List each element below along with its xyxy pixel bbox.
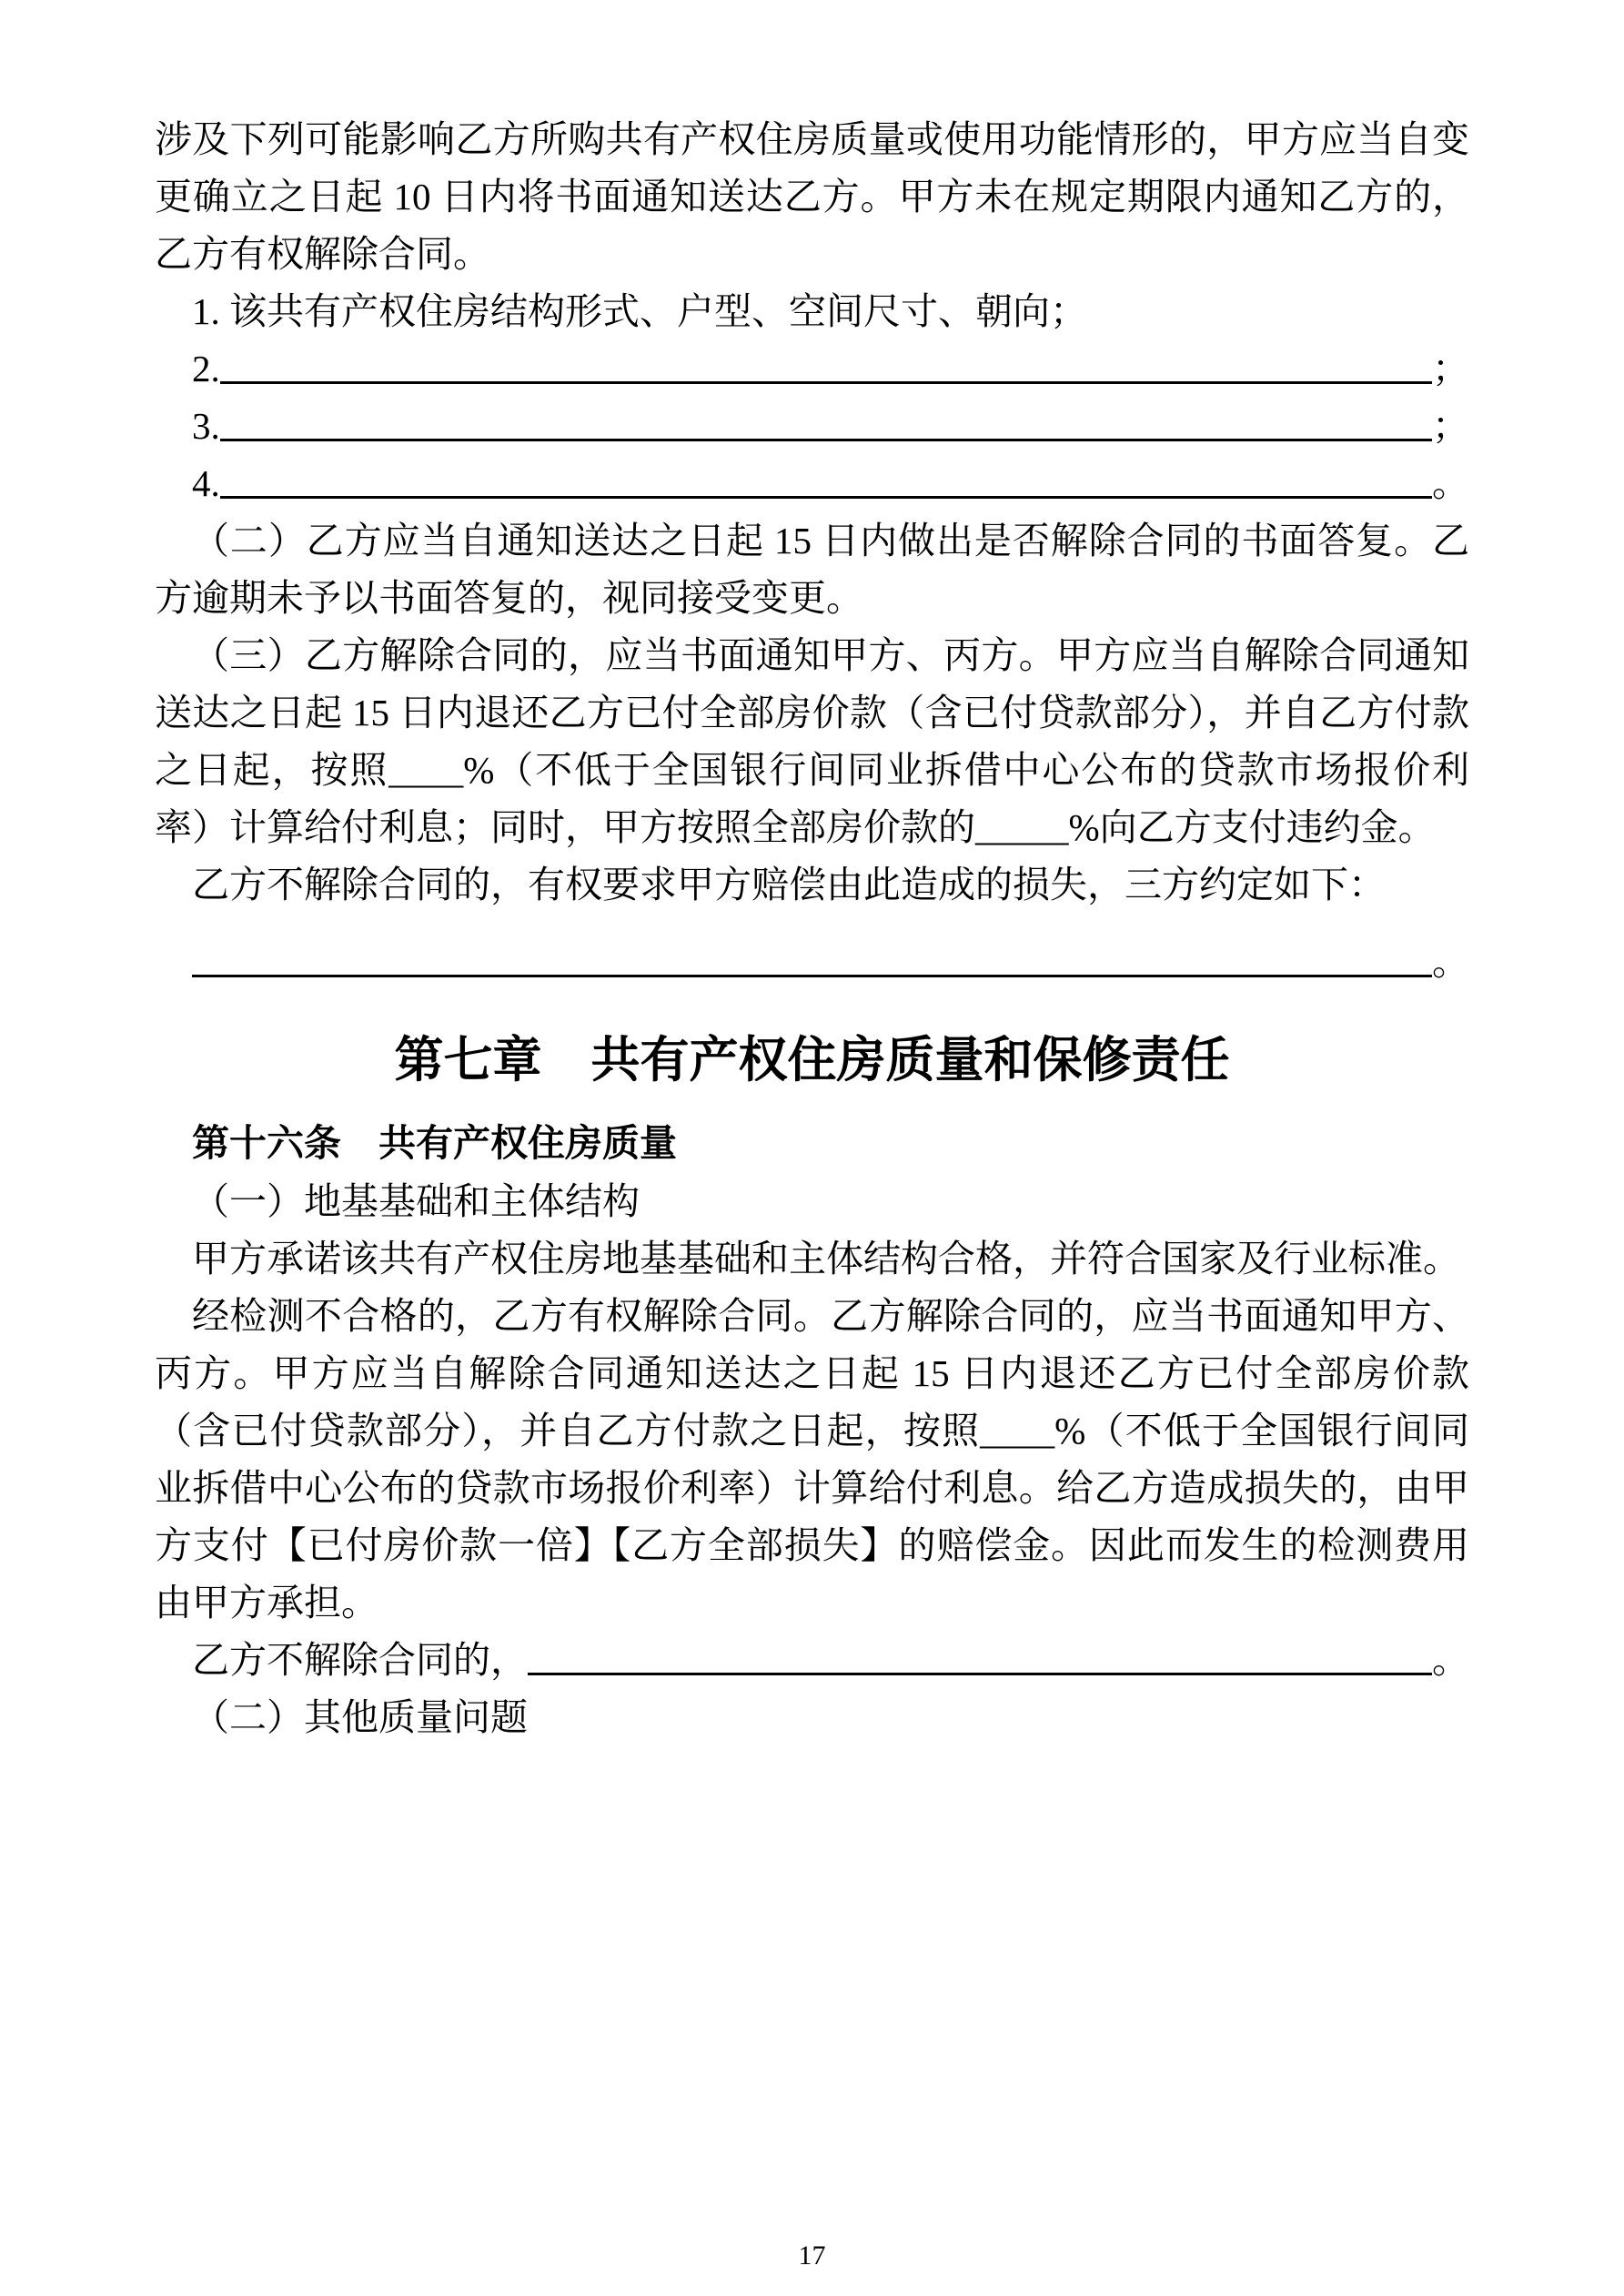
blank-line bbox=[192, 975, 1432, 977]
text-segment: 乙方不解除合同的， bbox=[192, 1639, 528, 1681]
item-punctuation: 。 bbox=[1432, 462, 1469, 504]
subsection-2-title: （二）其他质量问题 bbox=[192, 1696, 528, 1738]
list-item-2 bbox=[155, 340, 1469, 398]
line-punctuation: 。 bbox=[1432, 1639, 1469, 1681]
item-punctuation: ； bbox=[1432, 348, 1469, 389]
paragraph-inspection-failure bbox=[155, 1288, 1469, 1632]
paragraph-no-termination-quality bbox=[155, 1632, 1469, 1689]
blank-field-penalty-rate: _____ bbox=[975, 806, 1069, 848]
paragraph-no-termination: 乙方不解除合同的，有权要求甲方赔偿由此造成的损失，三方约定如下： bbox=[192, 864, 1386, 905]
list-item-3 bbox=[155, 398, 1469, 455]
item-number: 3. bbox=[192, 405, 220, 447]
list-item-4 bbox=[155, 455, 1469, 512]
blank-field-interest-rate: ____ bbox=[388, 749, 464, 791]
text-segment: 经检测不合格的，乙方有权解除合同。乙方解除合同的，应当书面通知甲方、丙方。甲方应当自解除合同通知送达之日起 15 日内退还乙方已付全部房价款（含已付贷款部分），并自乙方付款之日起，按照 bbox=[155, 1295, 1469, 1451]
paragraph-clause-3 bbox=[155, 627, 1469, 856]
agreement-blank-line bbox=[155, 934, 1469, 991]
blank-line bbox=[220, 439, 1432, 441]
item-number: 4. bbox=[192, 462, 220, 504]
line-punctuation: 。 bbox=[1432, 941, 1469, 983]
item-punctuation: ； bbox=[1432, 405, 1469, 447]
blank-line bbox=[528, 1673, 1432, 1675]
blank-line bbox=[220, 381, 1432, 384]
paragraph-foundation-promise: 甲方承诺该共有产权住房地基基础和主体结构合格，并符合国家及行业标准。 bbox=[192, 1238, 1460, 1279]
text-segment: （三）乙方解除合同的，应当书面通知甲方、丙方。甲方应当自解除合同通知送达之日起 15 日内退还乙方已付全部房价款（含已付贷款部分），并自乙方付款之日起，按照 bbox=[155, 634, 1469, 791]
paragraph-change-notice: 涉及下列可能影响乙方所购共有产权住房质量或使用功能情形的，甲方应当自变更确立之日起 10 日内将书面通知送达乙方。甲方未在规定期限内通知乙方的，乙方有权解除合同。 bbox=[155, 118, 1469, 275]
chapter-heading: 第七章 共有产权住房质量和保修责任 bbox=[394, 1033, 1230, 1087]
list-item-1: 1. 该共有产权住房结构形式、户型、空间尺寸、朝向； bbox=[192, 290, 1087, 332]
paragraph-clause-2: （二）乙方应当自通知送达之日起 15 日内做出是否解除合同的书面答复。乙方逾期未予以书面答复的，视同接受变更。 bbox=[155, 520, 1469, 619]
text-segment: %向乙方支付违约金。 bbox=[1068, 806, 1436, 848]
text-segment: %（不低于全国银行间同业拆借中心公布的贷款市场报价利率）计算给付利息。给乙方造成损失的，由甲方支付【已付房价款一倍】【乙方全部损失】的赔偿金。因此而发生的检测费用由甲方承担。 bbox=[155, 1410, 1469, 1623]
blank-line bbox=[220, 496, 1432, 499]
section-heading-article-16: 第十六条 共有产权住房质量 bbox=[192, 1122, 677, 1164]
text-segment: %（不低于全国银行间同业拆借中心公布的贷款市场报价利率）计算给付利息；同时，甲方按照全部房价款的 bbox=[155, 749, 1470, 848]
page-number: 17 bbox=[798, 2240, 826, 2271]
item-number: 2. bbox=[192, 348, 220, 389]
subsection-1-title: （一）地基基础和主体结构 bbox=[192, 1180, 640, 1222]
blank-field-interest-rate: ____ bbox=[980, 1410, 1055, 1451]
